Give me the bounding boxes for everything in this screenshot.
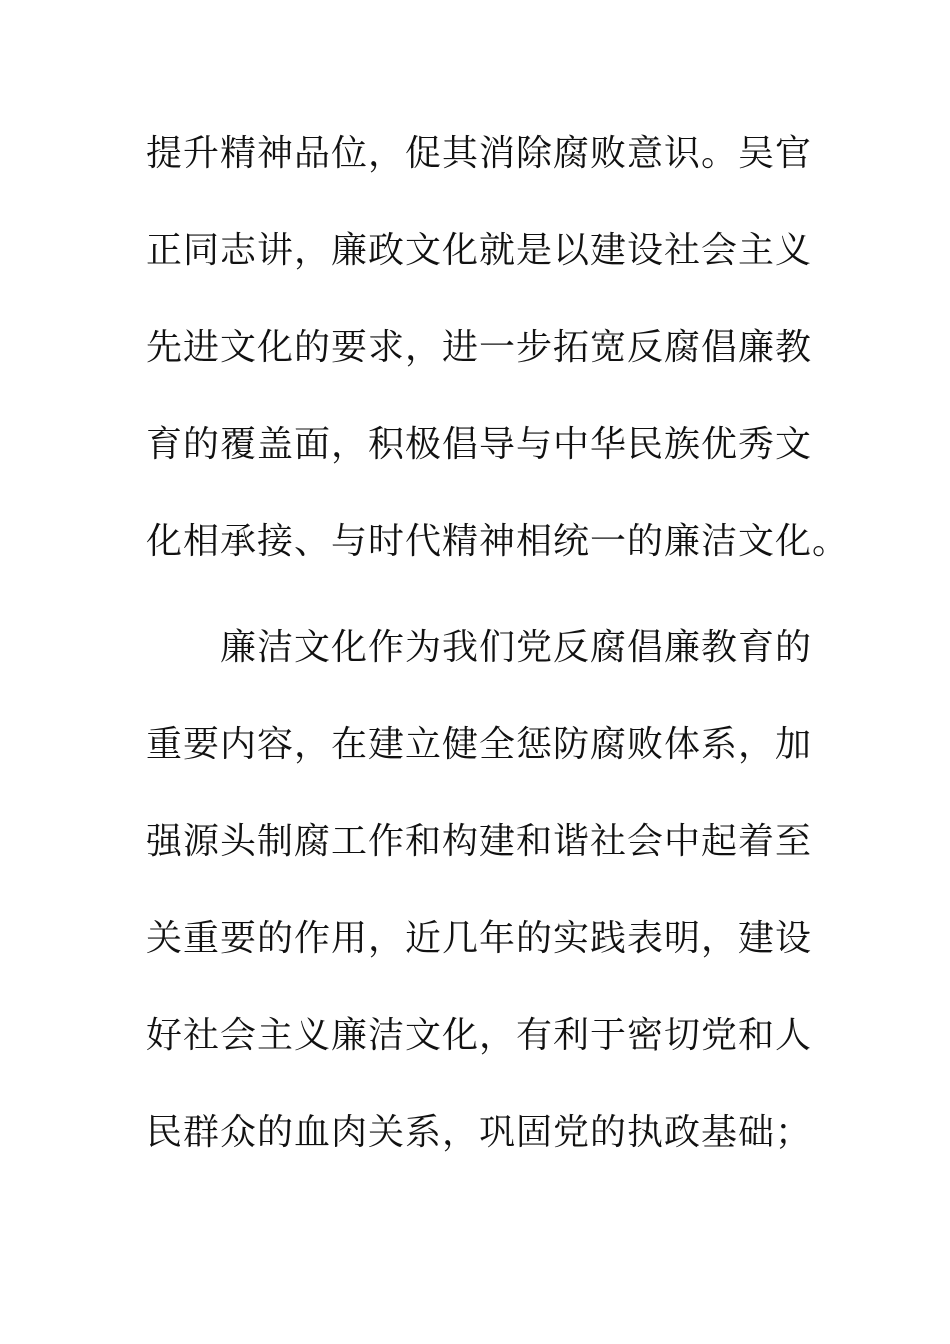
text-line: 重要内容，在建立健全惩防腐败体系，加 xyxy=(146,724,813,765)
text-line: 强源头制腐工作和构建和谐社会中起着至 xyxy=(146,821,813,862)
text-line: 好社会主义廉洁文化，有利于密切党和人 xyxy=(146,1015,813,1056)
text-line: 育的覆盖面，积极倡导与中华民族优秀文 xyxy=(146,424,813,465)
text-line: 关重要的作用，近几年的实践表明，建设 xyxy=(146,918,813,959)
text-line: 正同志讲，廉政文化就是以建设社会主义 xyxy=(146,230,813,271)
text-line: 提升精神品位，促其消除腐败意识。吴官 xyxy=(146,133,813,174)
text-line: 民群众的血肉关系，巩固党的执政基础； xyxy=(146,1112,813,1153)
text-line: 化相承接、与时代精神相统一的廉洁文化。 xyxy=(146,521,850,562)
text-line: 先进文化的要求，进一步拓宽反腐倡廉教 xyxy=(146,327,813,368)
paragraph-start-line: 廉洁文化作为我们党反腐倡廉教育的 xyxy=(146,627,813,668)
